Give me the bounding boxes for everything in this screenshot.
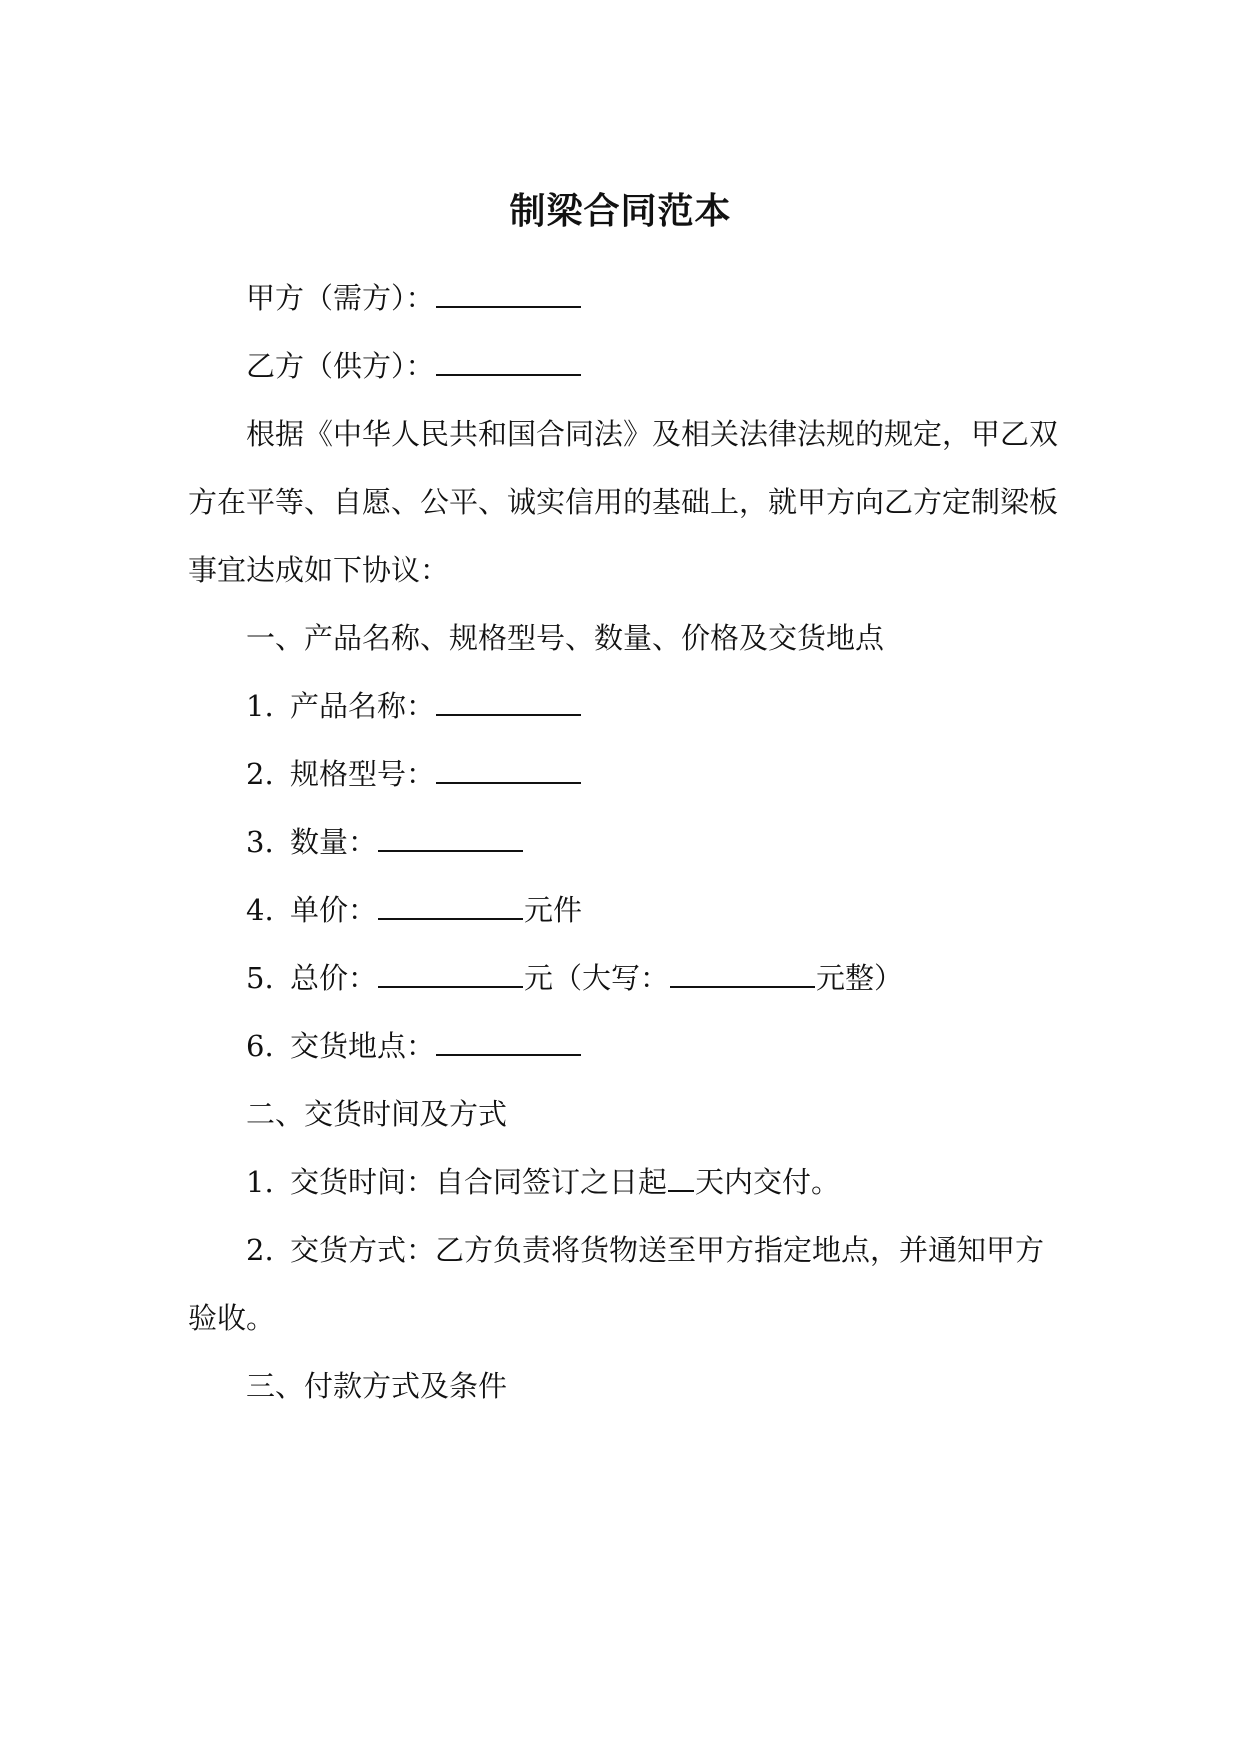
- item-text-before: 自合同签订之日起: [435, 1165, 668, 1199]
- item-label: 交货地点：: [290, 1029, 436, 1063]
- delivery-place-blank: [436, 1028, 581, 1056]
- document-title: 制梁合同范本: [509, 190, 732, 232]
- party-a-line: [246, 276, 1116, 320]
- section-1-heading: 一、产品名称、规格型号、数量、价格及交货地点: [246, 621, 885, 655]
- item-text: 交货方式：乙方负责将货物送至甲方指定地点，并通知甲方: [290, 1233, 1045, 1267]
- item-suffix: 元件: [524, 893, 583, 927]
- item-label: 数量：: [290, 825, 378, 859]
- unit-price-blank: [378, 892, 523, 920]
- product-name-blank: [436, 688, 581, 716]
- item-number: 2.: [246, 1233, 274, 1267]
- list-item: [246, 1024, 1116, 1068]
- list-item: [246, 888, 1116, 932]
- item-number: 2.: [246, 757, 274, 791]
- item-label: 单价：: [290, 893, 378, 927]
- item-suffix: 元整）: [816, 961, 904, 995]
- item-number: 1.: [246, 1165, 274, 1199]
- total-price-blank: [378, 960, 523, 988]
- item-label: 总价：: [290, 961, 378, 995]
- list-item: [246, 684, 1116, 728]
- list-item: [246, 1160, 1116, 1204]
- item-number: 3.: [246, 825, 274, 859]
- section-3-heading: 三、付款方式及条件: [246, 1369, 508, 1403]
- delivery-days-blank: [668, 1164, 694, 1192]
- item-mid: 元（大写：: [524, 961, 670, 995]
- preamble-line-3: 事宜达成如下协议：: [188, 553, 450, 587]
- list-item: [246, 820, 1116, 864]
- party-b-label: 乙方（供方）：: [246, 349, 435, 383]
- preamble-line-1: 根据《中华人民共和国合同法》及相关法律法规的规定，甲乙双: [246, 417, 1059, 451]
- preamble-line-2: 方在平等、自愿、公平、诚实信用的基础上，就甲方向乙方定制梁板: [188, 485, 1059, 519]
- party-a-blank: [436, 280, 581, 308]
- list-item: [246, 752, 1116, 796]
- item-text-after: 天内交付。: [695, 1165, 841, 1199]
- item-number: 6.: [246, 1029, 274, 1063]
- party-b-blank: [436, 348, 581, 376]
- list-item: [246, 956, 1116, 1000]
- item-label: 交货时间：: [290, 1165, 436, 1199]
- spec-model-blank: [436, 756, 581, 784]
- item-label: 产品名称：: [290, 689, 436, 723]
- list-item-continuation: 验收。: [188, 1301, 276, 1335]
- section-2-heading: 二、交货时间及方式: [246, 1097, 508, 1131]
- item-number: 4.: [246, 893, 274, 927]
- list-item: [246, 1228, 1116, 1272]
- party-b-line: [246, 344, 1116, 388]
- quantity-blank: [378, 824, 523, 852]
- item-label: 规格型号：: [290, 757, 436, 791]
- party-a-label: 甲方（需方）：: [246, 281, 435, 315]
- total-price-words-blank: [670, 960, 815, 988]
- item-number: 5.: [246, 961, 274, 995]
- item-number: 1.: [246, 689, 274, 723]
